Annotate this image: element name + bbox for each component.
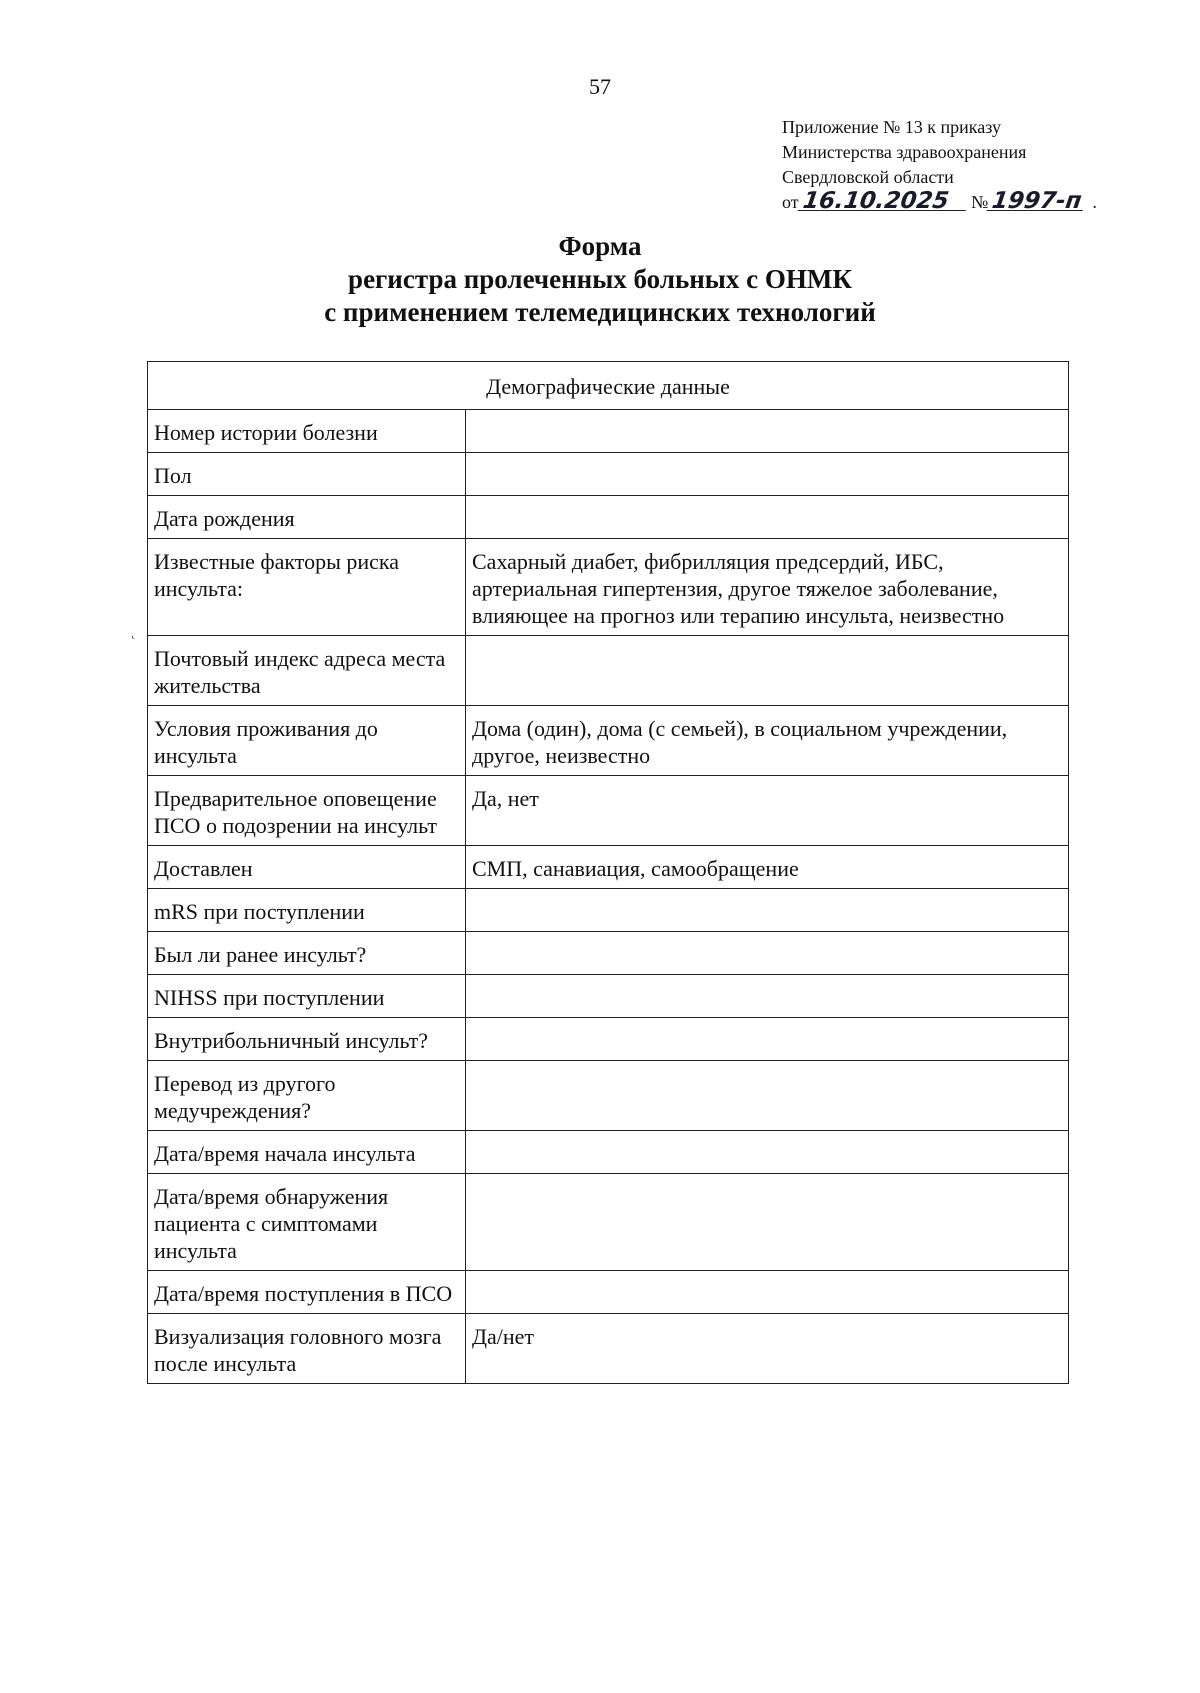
table-row bbox=[148, 1061, 1069, 1131]
table-row bbox=[148, 410, 1069, 453]
title-line-2: регистра пролеченных больных с ОНМК bbox=[348, 264, 852, 294]
table-row bbox=[148, 706, 1069, 776]
row-label: Известные факторы риска инсульта: bbox=[148, 539, 466, 636]
row-label: Доставлен bbox=[148, 846, 466, 889]
table-row bbox=[148, 846, 1069, 889]
appendix-line-2: Министерства здравоохранения bbox=[782, 142, 1027, 162]
table-header-row bbox=[148, 362, 1069, 410]
table-row bbox=[148, 1174, 1069, 1271]
row-label: Номер истории болезни bbox=[148, 410, 466, 453]
row-label: Внутрибольничный инсульт? bbox=[148, 1018, 466, 1061]
row-value[interactable] bbox=[466, 1018, 1069, 1061]
row-label: Дата/время начала инсульта bbox=[148, 1131, 466, 1174]
number-prefix: № bbox=[971, 192, 989, 212]
table-row bbox=[148, 975, 1069, 1018]
row-label: Дата рождения bbox=[148, 496, 466, 539]
row-value[interactable] bbox=[466, 889, 1069, 932]
row-value[interactable]: Да, нет bbox=[466, 776, 1069, 846]
table-row bbox=[148, 636, 1069, 706]
row-value[interactable] bbox=[466, 1271, 1069, 1314]
register-form-table bbox=[147, 361, 1069, 1384]
row-value[interactable] bbox=[466, 636, 1069, 706]
table-row bbox=[148, 1271, 1069, 1314]
scan-speck: ˛ bbox=[131, 625, 136, 640]
row-label: Пол bbox=[148, 453, 466, 496]
table-row bbox=[148, 1018, 1069, 1061]
row-value[interactable] bbox=[466, 1131, 1069, 1174]
trailing-dot: . bbox=[1092, 192, 1097, 212]
date-prefix: от bbox=[782, 192, 799, 212]
row-label: Дата/время обнаружения пациента с симптомами инсульта bbox=[148, 1174, 466, 1271]
row-value[interactable] bbox=[466, 932, 1069, 975]
appendix-line-3: Свердловской области bbox=[782, 167, 954, 187]
row-value[interactable] bbox=[466, 975, 1069, 1018]
table-row bbox=[148, 889, 1069, 932]
row-value[interactable]: Да/нет bbox=[466, 1314, 1069, 1384]
table-row bbox=[148, 496, 1069, 539]
row-label: Дата/время поступления в ПСО bbox=[148, 1271, 466, 1314]
row-label: NIHSS при поступлении bbox=[148, 975, 466, 1018]
row-label: Условия проживания до инсульта bbox=[148, 706, 466, 776]
row-value[interactable] bbox=[466, 1061, 1069, 1131]
row-label: Перевод из другого медучреждения? bbox=[148, 1061, 466, 1131]
table-row bbox=[148, 1131, 1069, 1174]
appendix-date-line bbox=[782, 190, 1097, 215]
handwritten-date: 16.10.2025 bbox=[797, 192, 968, 211]
row-label: Был ли ранее инсульт? bbox=[148, 932, 466, 975]
appendix-line-1: Приложение № 13 к приказу bbox=[782, 117, 1001, 137]
page-number: 57 bbox=[589, 74, 611, 99]
title-line-3: с применением телемедицинских технологий bbox=[324, 297, 876, 327]
handwritten-number: 1997-п bbox=[987, 192, 1086, 211]
row-value[interactable]: Дома (один), дома (с семьей), в социальном учреждении, другое, неизвестно bbox=[466, 706, 1069, 776]
table-row bbox=[148, 1314, 1069, 1384]
row-value[interactable]: Сахарный диабет, фибрилляция предсердий, ИБС, артериальная гипертензия, другое тяжелое заболевание, влияющее на прогноз или терапию инсульта, неизвестно bbox=[466, 539, 1069, 636]
table-row bbox=[148, 453, 1069, 496]
row-value[interactable]: СМП, санавиация, самообращение bbox=[466, 846, 1069, 889]
row-label: Визуализация головного мозга после инсульта bbox=[148, 1314, 466, 1384]
section-header: Демографические данные bbox=[148, 362, 1069, 410]
document-title bbox=[0, 230, 1200, 329]
title-line-1: Форма bbox=[558, 231, 642, 261]
row-label: Почтовый индекс адреса места жительства bbox=[148, 636, 466, 706]
appendix-block bbox=[782, 115, 1097, 215]
table-row bbox=[148, 776, 1069, 846]
row-value[interactable] bbox=[466, 496, 1069, 539]
row-label: Предварительное оповещение ПСО о подозрении на инсульт bbox=[148, 776, 466, 846]
row-value[interactable] bbox=[466, 1174, 1069, 1271]
table-row bbox=[148, 932, 1069, 975]
row-label: mRS при поступлении bbox=[148, 889, 466, 932]
row-value[interactable] bbox=[466, 410, 1069, 453]
row-value[interactable] bbox=[466, 453, 1069, 496]
table-row bbox=[148, 539, 1069, 636]
